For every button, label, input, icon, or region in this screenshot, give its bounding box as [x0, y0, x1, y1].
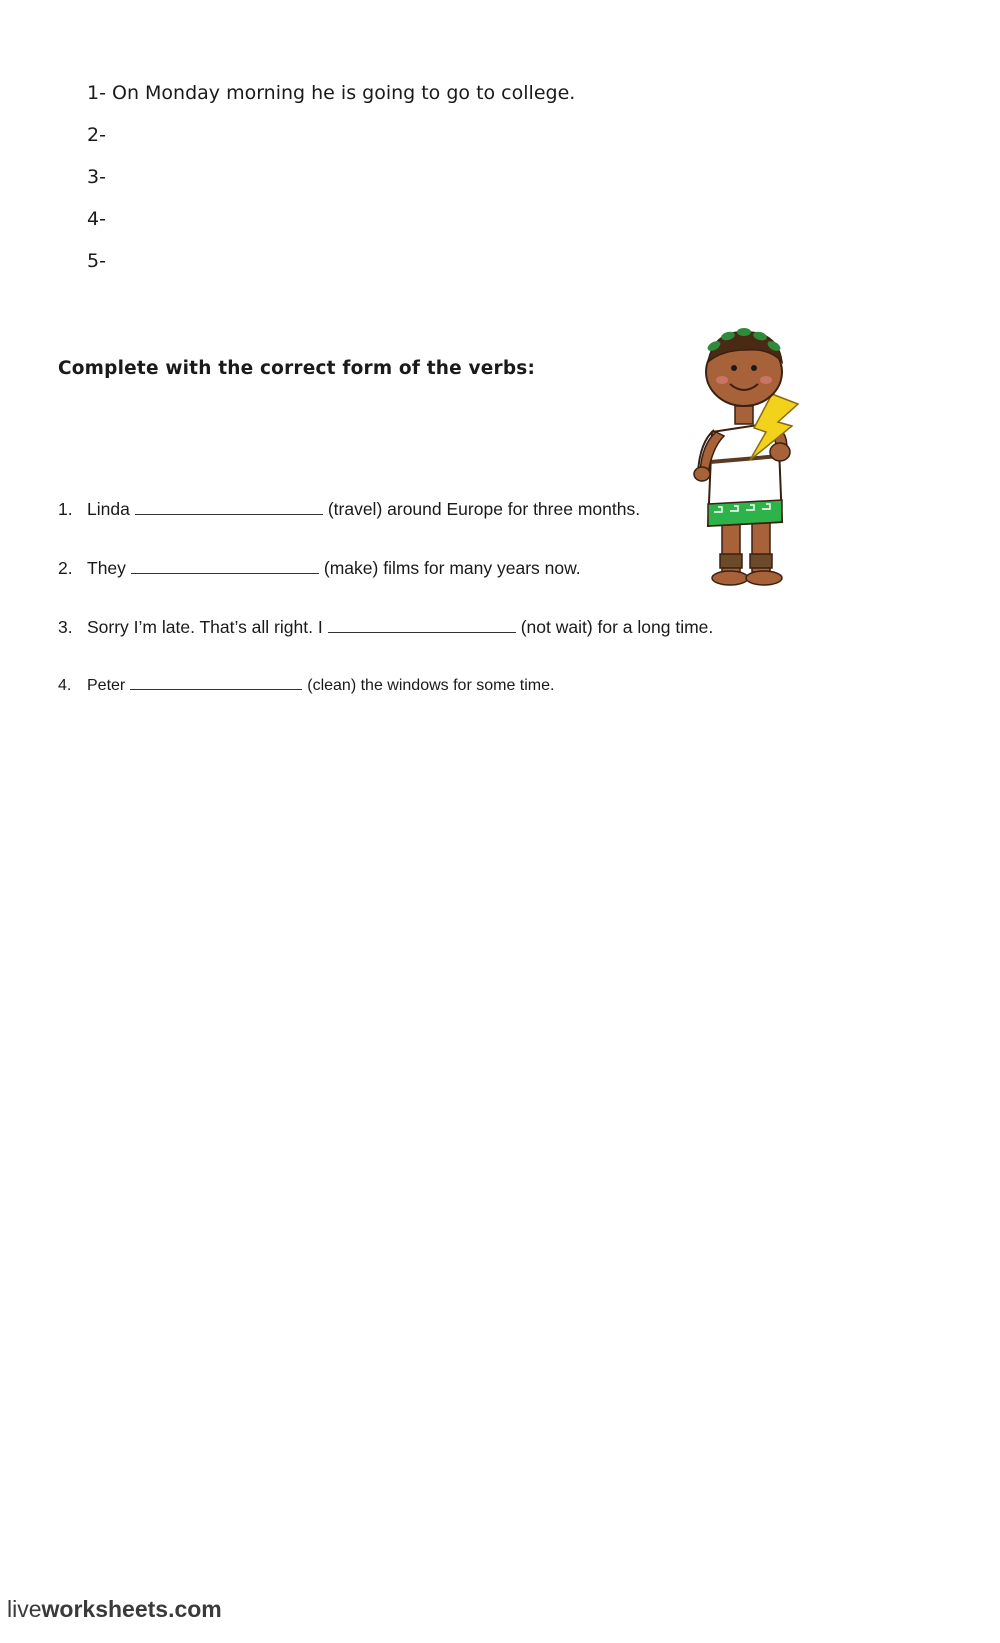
- item-number: 3.: [58, 617, 73, 637]
- exercise-item-2: [58, 558, 581, 579]
- answer-line-3: 3-: [87, 166, 106, 188]
- answer-line-2: 2-: [87, 124, 106, 146]
- item-number: 2.: [58, 558, 73, 578]
- item-text-before: Sorry I’m late. That’s all right. I: [87, 617, 323, 637]
- logo-prefix: live: [7, 1596, 42, 1622]
- item-text-after: (make) films for many years now.: [323, 558, 581, 578]
- exercise-item-1: [58, 499, 640, 520]
- item-text-after: (clean) the windows for some time.: [307, 677, 555, 694]
- item-number: 1.: [58, 499, 73, 519]
- answer-blank[interactable]: [328, 618, 516, 633]
- logo-main: worksheets: [41, 1596, 169, 1622]
- logo-suffix: .com: [168, 1596, 222, 1622]
- item-text-before: Peter: [87, 677, 126, 694]
- item-text-before: Linda: [87, 499, 130, 519]
- item-text-after: (not wait) for a long time.: [520, 617, 714, 637]
- exercise-item-3: [58, 617, 713, 638]
- answer-line-5: 5-: [87, 250, 106, 272]
- answer-blank[interactable]: [131, 559, 319, 574]
- item-text-before: They: [87, 558, 126, 578]
- answer-line-4: 4-: [87, 208, 106, 230]
- item-number: 4.: [58, 677, 72, 694]
- greek-boy-lightning-clipart: [690, 322, 820, 602]
- exercise-item-4: [58, 675, 554, 695]
- answer-blank[interactable]: [130, 675, 302, 690]
- answer-line-1: 1- On Monday morning he is going to go to college.: [87, 82, 576, 104]
- item-text-after: (travel) around Europe for three months.: [327, 499, 641, 519]
- exercise-heading: Complete with the correct form of the verbs:: [58, 358, 536, 379]
- answer-blank[interactable]: [135, 500, 323, 515]
- liveworksheets-logo[interactable]: [7, 1596, 222, 1623]
- answer-list: [87, 78, 575, 288]
